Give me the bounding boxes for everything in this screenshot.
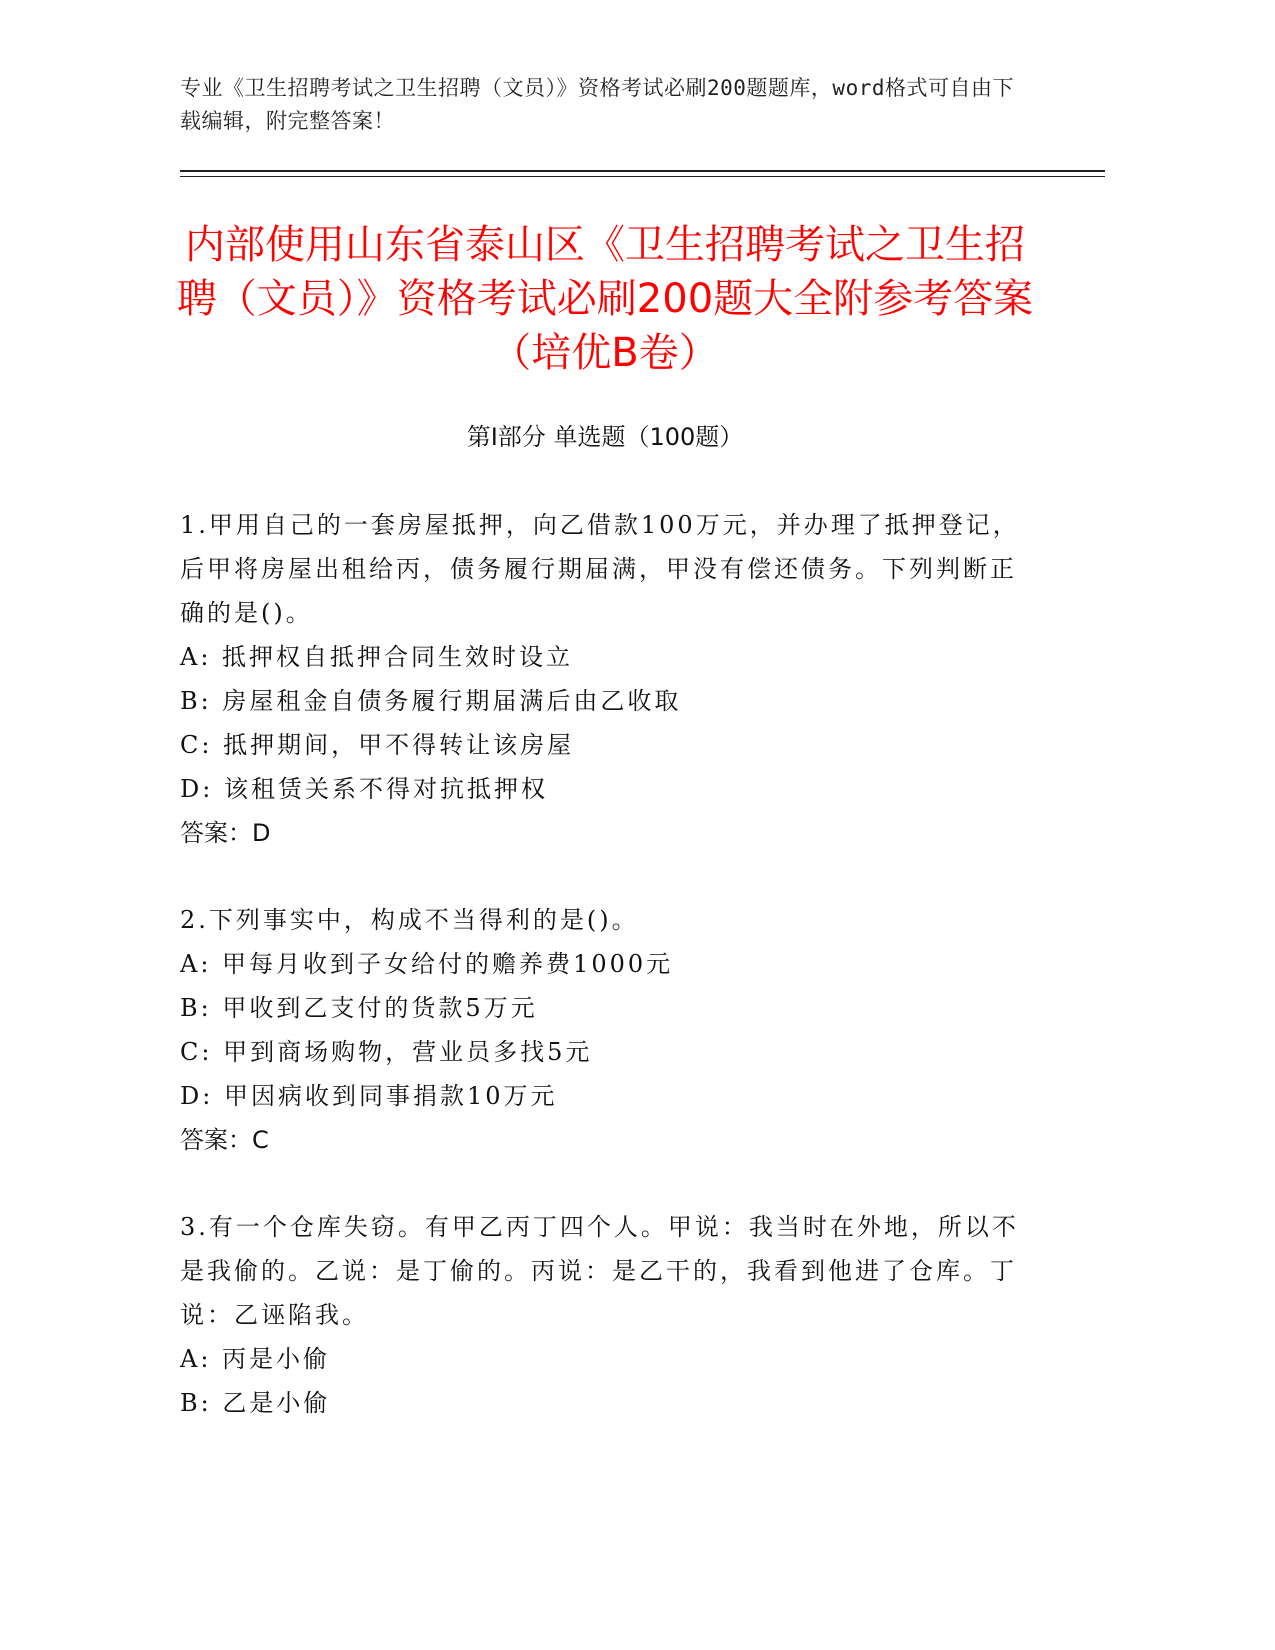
question-1: [180, 503, 1030, 855]
option-a: A: 丙是小偷: [180, 1345, 331, 1373]
question-stem: 3.有一个仓库失窃。有甲乙丙丁四个人。甲说：我当时在外地，所以不是我偷的。乙说：是丁偷的。丙说：是乙干的，我看到他进了仓库。丁说：乙诬陷我。: [180, 1213, 1019, 1329]
section-heading: 第Ⅰ部分 单选题（100题）: [466, 423, 744, 451]
option-a: A: 抵押权自抵押合同生效时设立: [180, 643, 574, 671]
question-stem: 1.甲用自己的一套房屋抵押，向乙借款100万元，并办理了抵押登记，后甲将房屋出租给丙，债务履行期届满，甲没有偿还债务。下列判断正确的是()。: [180, 511, 1020, 627]
option-d: D: 该租赁关系不得对抗抵押权: [180, 775, 548, 803]
answer-line: 答案：C: [180, 1126, 269, 1154]
document-title: 内部使用山东省泰山区《卫生招聘考试之卫生招聘（文员）》资格考试必刷200题大全附参考答案（培优B卷）: [176, 222, 1034, 376]
option-d: D: 甲因病收到同事捐款10万元: [180, 1082, 558, 1110]
header-divider-thick: [180, 170, 1105, 172]
option-c: C: 甲到商场购物，营业员多找5元: [180, 1038, 593, 1066]
option-a: A: 甲每月收到子女给付的赡养费1000元: [180, 950, 674, 978]
option-b: B: 房屋租金自债务履行期届满后由乙收取: [180, 687, 682, 715]
option-c: C: 抵押期间，甲不得转让该房屋: [180, 731, 575, 759]
question-2: [180, 898, 1030, 1162]
question-3: [180, 1205, 1030, 1425]
question-list: [180, 503, 1030, 1468]
header-divider-thin: [180, 176, 1105, 177]
question-stem: 2.下列事实中，构成不当得利的是()。: [180, 906, 639, 934]
answer-line: 答案：D: [180, 819, 271, 847]
option-b: B: 甲收到乙支付的货款5万元: [180, 994, 538, 1022]
option-b: B: 乙是小偷: [180, 1389, 331, 1417]
header-note: 专业《卫生招聘考试之卫生招聘（文员）》资格考试必刷200题题库，word格式可自由下载编辑，附完整答案！: [180, 76, 1014, 133]
